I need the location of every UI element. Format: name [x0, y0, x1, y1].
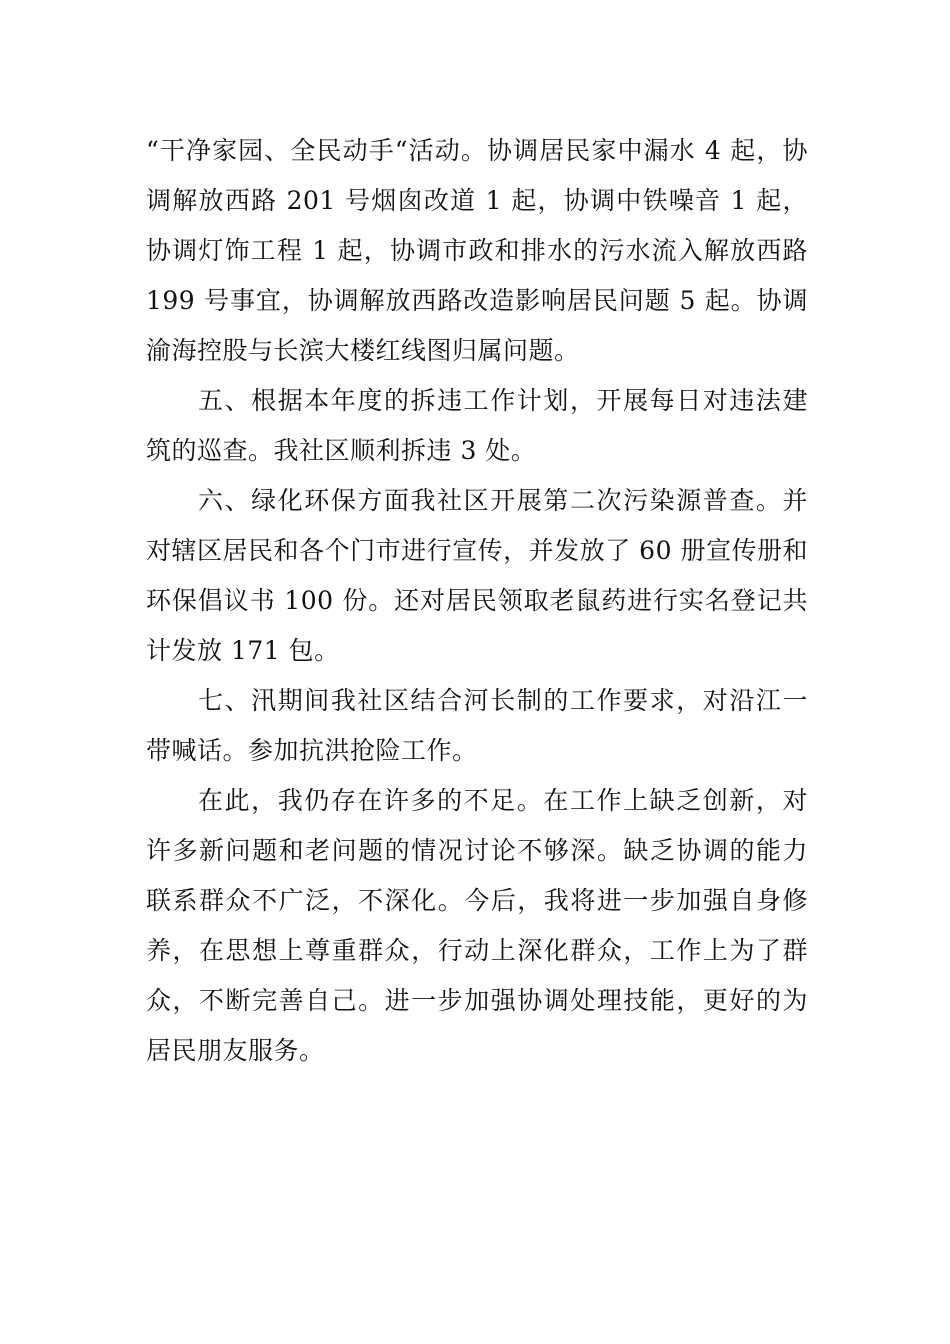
paragraph-section-seven: 七、汛期间我社区结合河长制的工作要求，对沿江一带喊话。参加抗洪抢险工作。: [146, 686, 808, 765]
document-body: [146, 126, 808, 1076]
paragraph-shortcomings: 在此，我仍存在许多的不足。在工作上缺乏创新，对许多新问题和老问题的情况讨论不够深。缺乏协调的能力联系群众不广泛，不深化。今后，我将进一步加强自身修养，在思想上尊重群众，行动上深化群众，工作上为了群众，不断完善自己。进一步加强协调处理技能，更好的为居民朋友服务。: [146, 786, 808, 1065]
paragraph-section-five: 五、根据本年度的拆违工作计划，开展每日对违法建筑的巡查。我社区顺利拆违 3 处。: [146, 386, 808, 465]
paragraph-activities-continued: “干净家园、全民动手“活动。协调居民家中漏水 4 起，协调解放西路 201 号烟囱改道 1 起，协调中铁噪音 1 起，协调灯饰工程 1 起，协调市政和排水的污水流入解放西路 199 号事宜，协调解放西路改造影响居民问题 5 起。协调渝海控股与长滨大楼红线图归属问题。: [146, 136, 808, 365]
paragraph-section-six: 六、绿化环保方面我社区开展第二次污染源普查。并对辖区居民和各个门市进行宣传，并发放了 60 册宣传册和环保倡议书 100 份。还对居民领取老鼠药进行实名登记共计发放 171 包。: [146, 486, 808, 665]
